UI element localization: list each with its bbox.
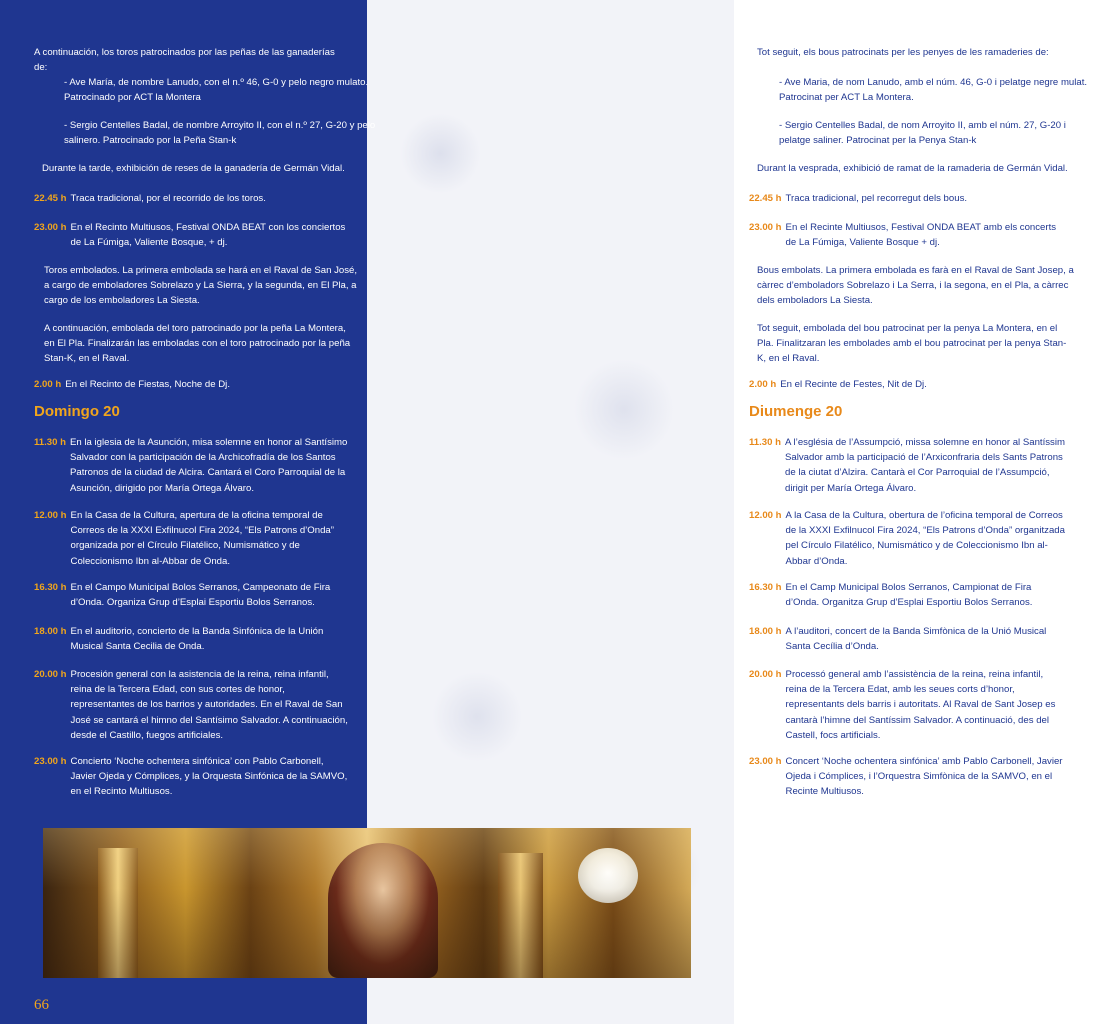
event-time: 23.00 h [34,756,67,767]
event-text: En el Recinte de Festes, Nit de Dj. [780,379,927,390]
continuation-text: A continuación, embolada del toro patrocinado por la peña La Montera, en El Pla. Finalizarán las emboladas con el toro patrocinado por la peña Stan-K, en el Raval. [44,323,351,365]
day-heading: Domingo 20 [34,403,120,420]
event-time: 18.00 h [749,626,782,637]
event-item [34,754,348,800]
event-time: 23.00 h [34,222,67,233]
event-time: 23.00 h [749,222,782,233]
bull-entry: - Ave Maria, de nom Lanudo, amb el núm. 46, G-0 i pelatge negre mulat. Patrocinat per ACT La Montera. [779,77,1088,104]
afternoon-text: Durant la vesprada, exhibició de ramat de la ramaderia de Germán Vidal. [757,163,1068,174]
day-heading: Diumenge 20 [749,403,843,420]
event-item [34,191,348,206]
page-number: 66 [34,997,49,1013]
event-text: A l’auditori, concert de la Banda Simfònica de la Unió Musical Santa Cecília d’Onda. [785,626,1047,653]
embolados-text: Toros embolados. La primera embolada se hará en el Raval de San José, a cargo de emboladores Sobrelazo y La Sierra, y la segunda, en El Pla, a cargo de los emboladores La Siesta. [44,265,358,307]
event-text: A l’església de l’Assumpció, missa solemne en honor al Santíssim Salvador amb la participació de l’Arxiconfraria dels Sants Patrons de la ciutat d’Alzira. Cantarà el Cor Parroquial de l’Assumpció, dirigit per María Ortega Álvaro. [785,437,1065,494]
event-text: En el Campo Municipal Bolos Serranos, Campeonato de Fira d’Onda. Organiza Grup d’Esplai Esportiu Bolos Serranos. [70,582,331,609]
event-text: Processó general amb l’assistència de la reina, reina infantil, reina de la Tercera Edat, amb les seues corts d’honor, representants dels barris i autoritats. Al Raval de Sant Josep es cantarà l’himne del Santíssim Salvador. A continuació, des del Castell, focs artificials. [785,669,1056,741]
photo-shading [43,828,691,978]
event-time: 2.00 h [34,379,62,390]
event-text: Traca tradicional, pel recorregut dels bous. [785,193,968,204]
event-text: En la Casa de la Cultura, apertura de la oficina temporal de Correos de la XXXI Exfilnucol Fira 2024, “Els Patrons d’Onda” organizada por el Círculo Filatélico, Numismático y de Coleccionismo Ibn al-Abbar de Onda. [70,510,334,567]
event-item [749,377,1067,392]
bull-entry: - Sergio Centelles Badal, de nom Arroyito II, amb el núm. 27, G-20 i pelatge saliner. Patrocinat per la Penya Stan-k [779,120,1066,147]
event-item [34,220,348,250]
event-item [749,754,1067,800]
event-item [749,220,1067,250]
event-text: A la Casa de la Cultura, obertura de l’oficina temporal de Correos de la XXXI Exfilnucol Fira 2024, “Els Patrons d’Onda” organitzada pel Círculo Filatélico, Numismático y de Coleccionismo Ibn al-Abbar d’Onda. [785,510,1065,567]
event-text: Concert ‘Noche ochentera sinfónica’ amb Pablo Carbonell, Javier Ojeda i Cómplices, i l’Orquestra Simfònica de la SAMVO, en el Recinte Multiusos. [785,756,1063,798]
event-item [749,435,1067,496]
event-text: En el Recinto de Fiestas, Noche de Dj. [65,379,230,390]
event-time: 2.00 h [749,379,777,390]
event-item [749,191,1067,206]
event-item [34,508,348,569]
intro-text: A continuación, los toros patrocinados por las peñas de las ganaderías de: [34,47,335,74]
event-time: 11.30 h [34,437,67,448]
event-item [34,580,348,610]
event-text: En el Recinte Multiusos, Festival ONDA BEAT amb els concerts de La Fúmiga, Valiente Bosque + dj. [785,222,1057,249]
bull-entry: - Sergio Centelles Badal, de nombre Arroyito II, con el n.º 27, G-20 y pelo salinero. Patrocinado por la Peña Stan-k [64,120,376,147]
event-text: Traca tradicional, por el recorrido de los toros. [70,193,266,204]
event-item [34,624,348,654]
continuation-text: Tot seguit, embolada del bou patrocinat per la penya La Montera, en el Pla. Finalitzaran les embolades amb el bou patrocinat per la penya Stan-K, en el Raval. [757,323,1067,365]
event-item [749,624,1067,654]
event-item [34,377,348,392]
afternoon-text: Durante la tarde, exhibición de reses de la ganadería de Germán Vidal. [42,163,345,174]
event-text: Procesión general con la asistencia de la reina, reina infantil, reina de la Tercera Edad, con sus cortes de honor, representantes de los barrios y autoridades. En el Raval de San José se cantará el himno del Santísimo Salvador. A continuación, desde el Castillo, fuegos artificiales. [70,669,348,741]
event-text: Concierto ‘Noche ochentera sinfónica’ con Pablo Carbonell, Javier Ojeda y Cómplices, y la Orquesta Sinfónica de la SAMVO, en el Recinto Multiusos. [70,756,348,798]
event-time: 16.30 h [749,582,782,593]
altar-photo [43,828,691,978]
event-time: 11.30 h [749,437,782,448]
event-time: 22.45 h [34,193,67,204]
event-text: En el auditorio, concierto de la Banda Sinfónica de la Unión Musical Santa Cecilia de Onda. [70,626,324,653]
event-text: En el Recinto Multiusos, Festival ONDA BEAT con los conciertos de La Fúmiga, Valiente Bosque, + dj. [70,222,346,249]
event-time: 12.00 h [34,510,67,521]
event-time: 20.00 h [749,669,782,680]
event-time: 16.30 h [34,582,67,593]
event-item [749,508,1067,569]
event-time: 12.00 h [749,510,782,521]
bull-entry: - Ave María, de nombre Lanudo, con el n.º 46, G-0 y pelo negro mulato. Patrocinado por ACT la Montera [64,77,369,104]
intro-text: Tot seguit, els bous patrocinats per les penyes de les ramaderies de: [757,47,1049,58]
event-time: 22.45 h [749,193,782,204]
embolados-text: Bous embolats. La primera embolada es farà en el Raval de Sant Josep, a càrrec d’emboladors Sobrelazo i La Serra, i la segona, en el Pla, a càrrec dels emboladors La Siesta. [757,265,1074,307]
event-text: En la iglesia de la Asunción, misa solemne en honor al Santísimo Salvador con la participación de la Archicofradía de los Santos Patronos de la ciudad de Alcira. Cantará el Coro Parroquial de la Asunción, dirigido por María Ortega Álvaro. [70,437,348,494]
event-time: 23.00 h [749,756,782,767]
event-item [34,667,348,743]
event-item [749,580,1067,610]
event-item [749,667,1067,743]
event-time: 18.00 h [34,626,67,637]
event-item [34,435,348,496]
event-time: 20.00 h [34,669,67,680]
event-text: En el Camp Municipal Bolos Serranos, Campionat de Fira d’Onda. Organitza Grup d’Esplai Esportiu Bolos Serranos. [785,582,1033,609]
